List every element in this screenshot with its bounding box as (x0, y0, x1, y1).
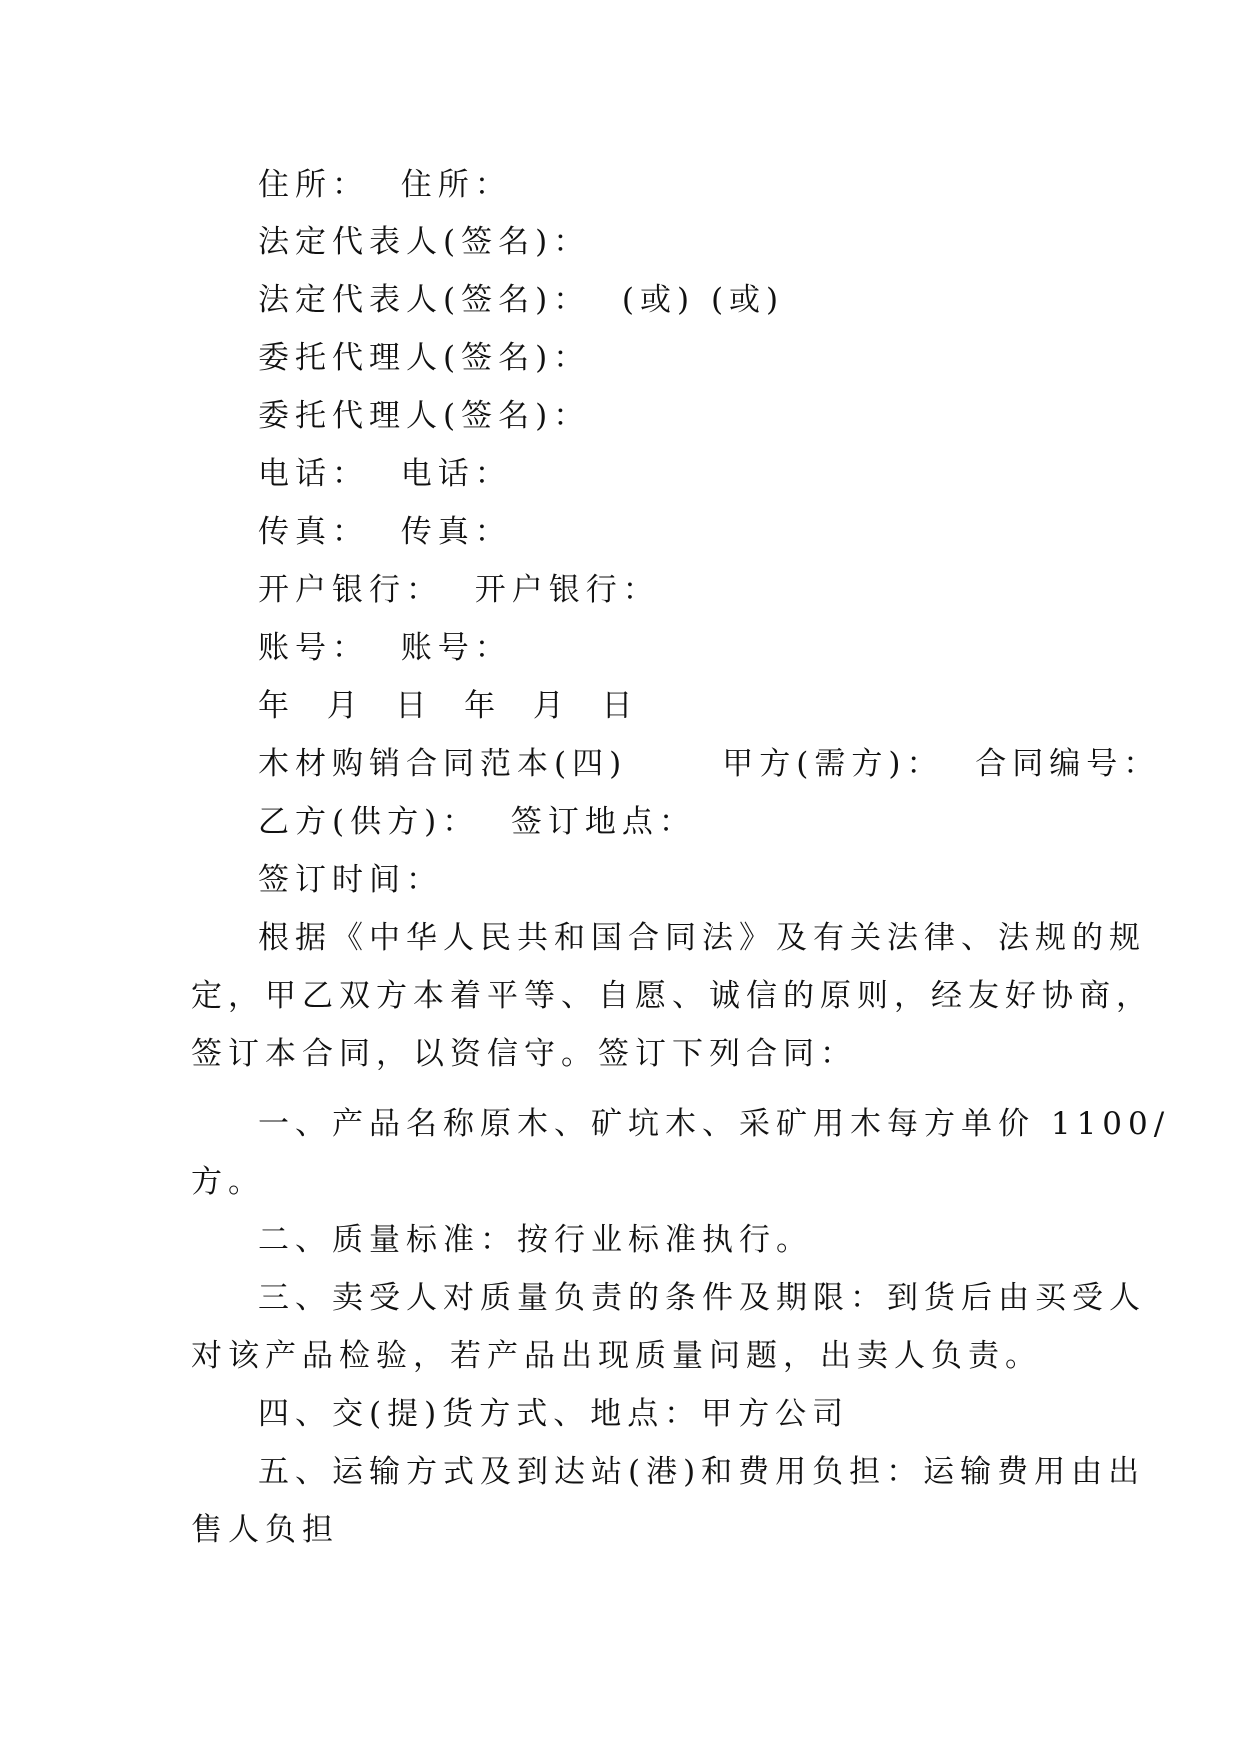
text-line-bank: 开户银行： 开户银行： (258, 572, 660, 608)
text-line-date: 年 月 日 年 月 日 (258, 688, 639, 724)
text-line-legal-rep-2: 法定代表人(签名)： (或) (或) (258, 282, 785, 318)
clause-3-line: 对该产品检验，若产品出现质量问题，出卖人负责。 (191, 1338, 1042, 1374)
clause-4-line: 四、交(提)货方式、地点：甲方公司 (258, 1396, 850, 1432)
paragraph-line: 根据《中华人民共和国合同法》及有关法律、法规的规 (258, 920, 1146, 956)
clause-3-line: 三、卖受人对质量负责的条件及期限：到货后由买受人 (258, 1280, 1146, 1316)
text-line-fax: 传真： 传真： (258, 514, 512, 550)
clause-1-line: 一、产品名称原木、矿坑木、采矿用木每方单价 1100/ (258, 1106, 1171, 1142)
clause-5-line: 售人负担 (191, 1512, 339, 1548)
text-line-sign-time: 签订时间： (258, 862, 443, 898)
text-line-legal-rep-1: 法定代表人(签名)： (258, 224, 591, 260)
text-line-address: 住所： 住所： (258, 167, 512, 203)
paragraph-line: 签订本合同，以资信守。签订下列合同： (191, 1036, 857, 1072)
clause-5-line: 五、运输方式及到达站(港)和费用负担：运输费用由出 (258, 1454, 1146, 1490)
text-line-phone: 电话： 电话： (258, 456, 512, 492)
text-line-contract-title: 木材购销合同范本(四) 甲方(需方)： 合同编号： (258, 746, 1161, 782)
text-line-agent-1: 委托代理人(签名)： (258, 340, 591, 376)
clause-2-line: 二、质量标准：按行业标准执行。 (258, 1222, 813, 1258)
text-line-account: 账号： 账号： (258, 630, 512, 666)
text-line-party-b: 乙方(供方)： 签订地点： (258, 804, 696, 840)
text-line-agent-2: 委托代理人(签名)： (258, 398, 591, 434)
clause-1-line: 方。 (191, 1164, 265, 1200)
paragraph-line: 定，甲乙双方本着平等、自愿、诚信的原则，经友好协商， (191, 978, 1153, 1014)
